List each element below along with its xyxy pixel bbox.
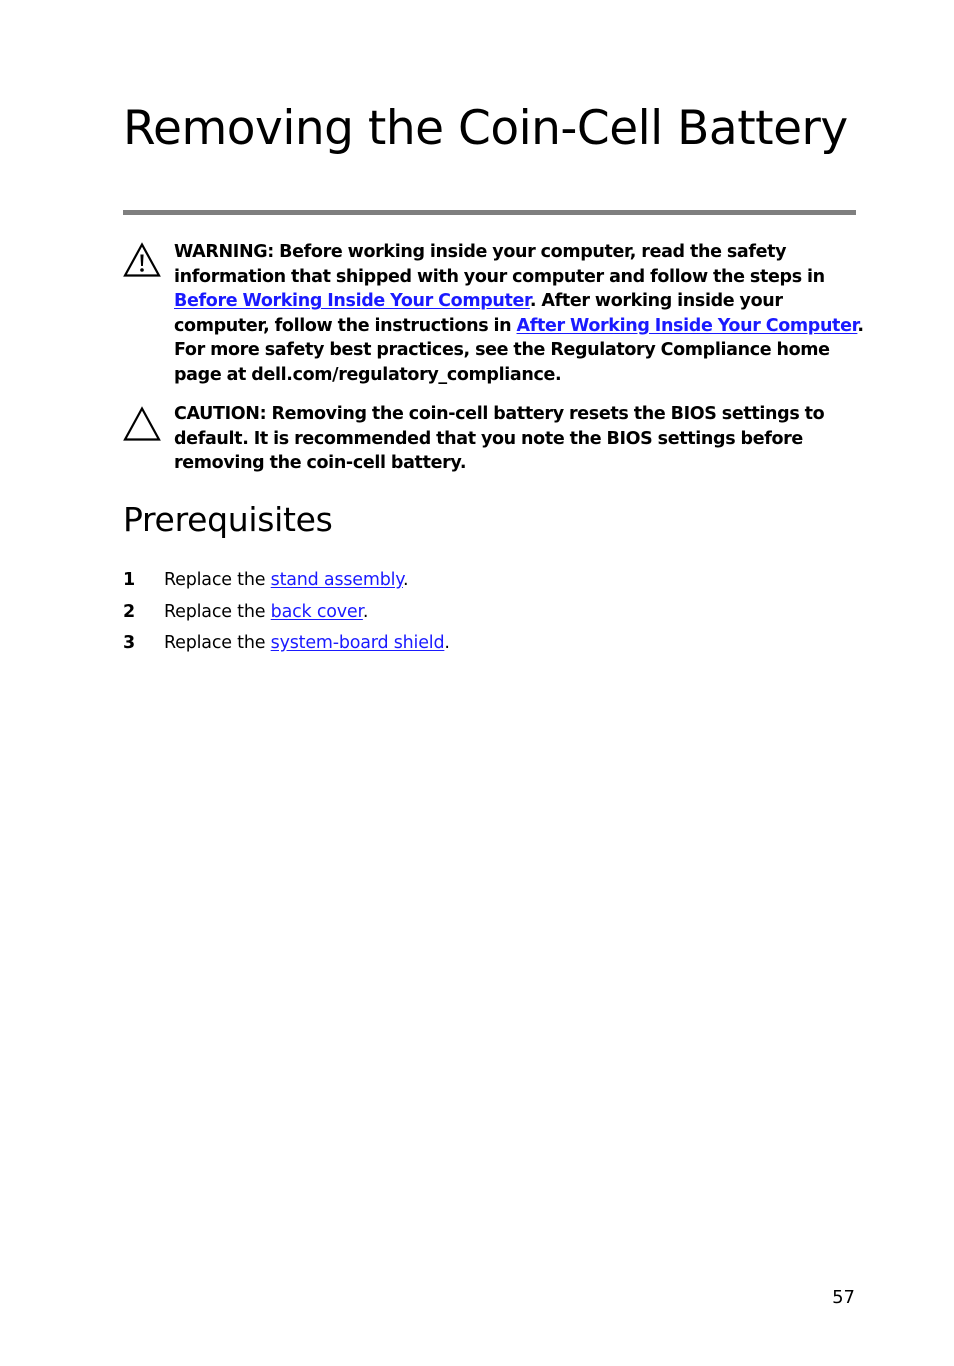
system-board-shield-link[interactable]: system-board shield (270, 633, 445, 653)
caution-triangle-icon (123, 406, 161, 442)
before-working-link[interactable]: Before Working Inside Your Computer (174, 291, 530, 312)
list-item (123, 598, 856, 630)
list-item (123, 629, 856, 661)
caution-notice (123, 402, 856, 478)
warning-text-part-1: WARNING: Before working inside your computer, read the safety information that shipped with your computer and follow the steps in (174, 242, 825, 287)
title-rule (123, 210, 856, 215)
warning-notice (123, 240, 864, 390)
step-suffix: . (402, 570, 409, 590)
step-text (164, 566, 408, 594)
prerequisites-list (123, 566, 856, 661)
step-text (164, 598, 368, 626)
warning-text-part-3: . For more safety best practices, see the Regulatory Compliance home page at dell.com/regulatory_compliance. (174, 315, 864, 385)
step-number: 3 (123, 633, 135, 653)
step-number: 2 (123, 601, 135, 622)
step-suffix: . (444, 633, 450, 653)
warning-text (174, 240, 864, 388)
stand-assembly-link[interactable]: stand assembly (270, 570, 403, 590)
back-cover-link[interactable]: back cover (270, 601, 363, 622)
warning-text-part-2: . After working inside your computer, follow the instructions in (174, 291, 783, 336)
caution-text: CAUTION: Removing the coin-cell battery resets the BIOS settings to default. It is recommended that you note the BIOS settings before removing the coin-cell battery. (174, 404, 825, 474)
list-item (123, 566, 856, 598)
page-number: 57 (832, 1287, 855, 1308)
step-text (164, 629, 450, 657)
after-working-link[interactable]: After Working Inside Your Computer (516, 315, 858, 336)
step-number: 1 (123, 570, 135, 590)
warning-triangle-icon (123, 242, 161, 278)
page-title: Removing the Coin-Cell Battery (123, 101, 848, 156)
step-prefix: Replace the (164, 570, 271, 590)
prerequisites-heading: Prerequisites (123, 500, 333, 539)
step-prefix: Replace the (164, 633, 271, 653)
step-suffix: . (362, 601, 369, 622)
step-prefix: Replace the (164, 601, 271, 622)
